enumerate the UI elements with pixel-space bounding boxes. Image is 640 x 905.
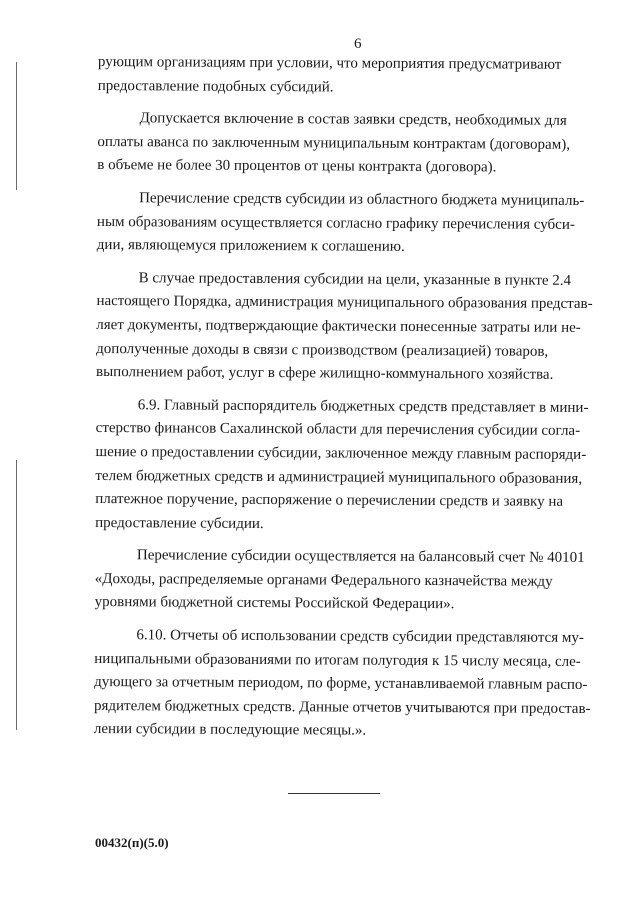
paragraph-6-9: 6.9. Главный распорядитель бюджетных средств представляет в мини- стерство финансов Сахалинской области для перечисления субсидии согла- шение о предоставлении субсидии, заключенное между главным распоряди- телем бюджетных средств и администрацией муниципального образования, платежное поручение, распоряжение о перечислении средств и заявку на предоставление субсидии. [95,396,589,532]
document-body [94,51,600,745]
paragraph-continuation: рующим организациям при условии, что мероприятия предусматривают предоставление подобных субсидий. [97,53,562,96]
paragraph-transfer-schedule: Перечисление средств субсидии из областного бюджета муниципаль- ным образованиям осуществляется согласно графику перечисления субси- дии, являющемуся приложением к соглашению. [96,190,585,256]
scan-edge-line [16,62,17,190]
paragraph-6-10: 6.10. Отчеты об использовании средств субсидии представляются му- ниципальными образованиями по итогам полугодия к 15 числу месяца, сле- дующего за отчетным периодом, по форме, устанавливаемой главным распо- рядителем бюджетных средств. Данные отчетов учитываются при предостав- лении субсидии в последующие месяцы.». [93,627,591,740]
footer-divider [288,793,380,794]
page-number: 6 [354,36,362,52]
paragraph-documents: В случае предоставления субсидии на цели, указанные в пункте 2.4 настоящего Порядка, администрация муниципального образования представ- ляет документы, подтверждающие фактически понесенные затраты или не- дополученные доходы в связи с производством (реализацией) товаров, выполнением работ, услуг в сфере жилищно-коммунального хозяйства. [95,270,593,383]
document-code: 00432(п)(5.0) [95,835,169,850]
paragraph-advance-payment: Допускается включение в состав заявки средств, необходимых для оплаты аванса по заключенным муниципальным контрактам (договорам), в объеме не более 30 процентов от цены контракта (договора). [97,110,571,176]
scan-edge-line [16,460,17,730]
paragraph-balance-account: Перечисление субсидии осуществляется на балансовый счет № 40101 «Доходы, распределяемые органами Федерального казначейства между уровнями бюджетной системы Российской Федерации». [94,547,585,613]
